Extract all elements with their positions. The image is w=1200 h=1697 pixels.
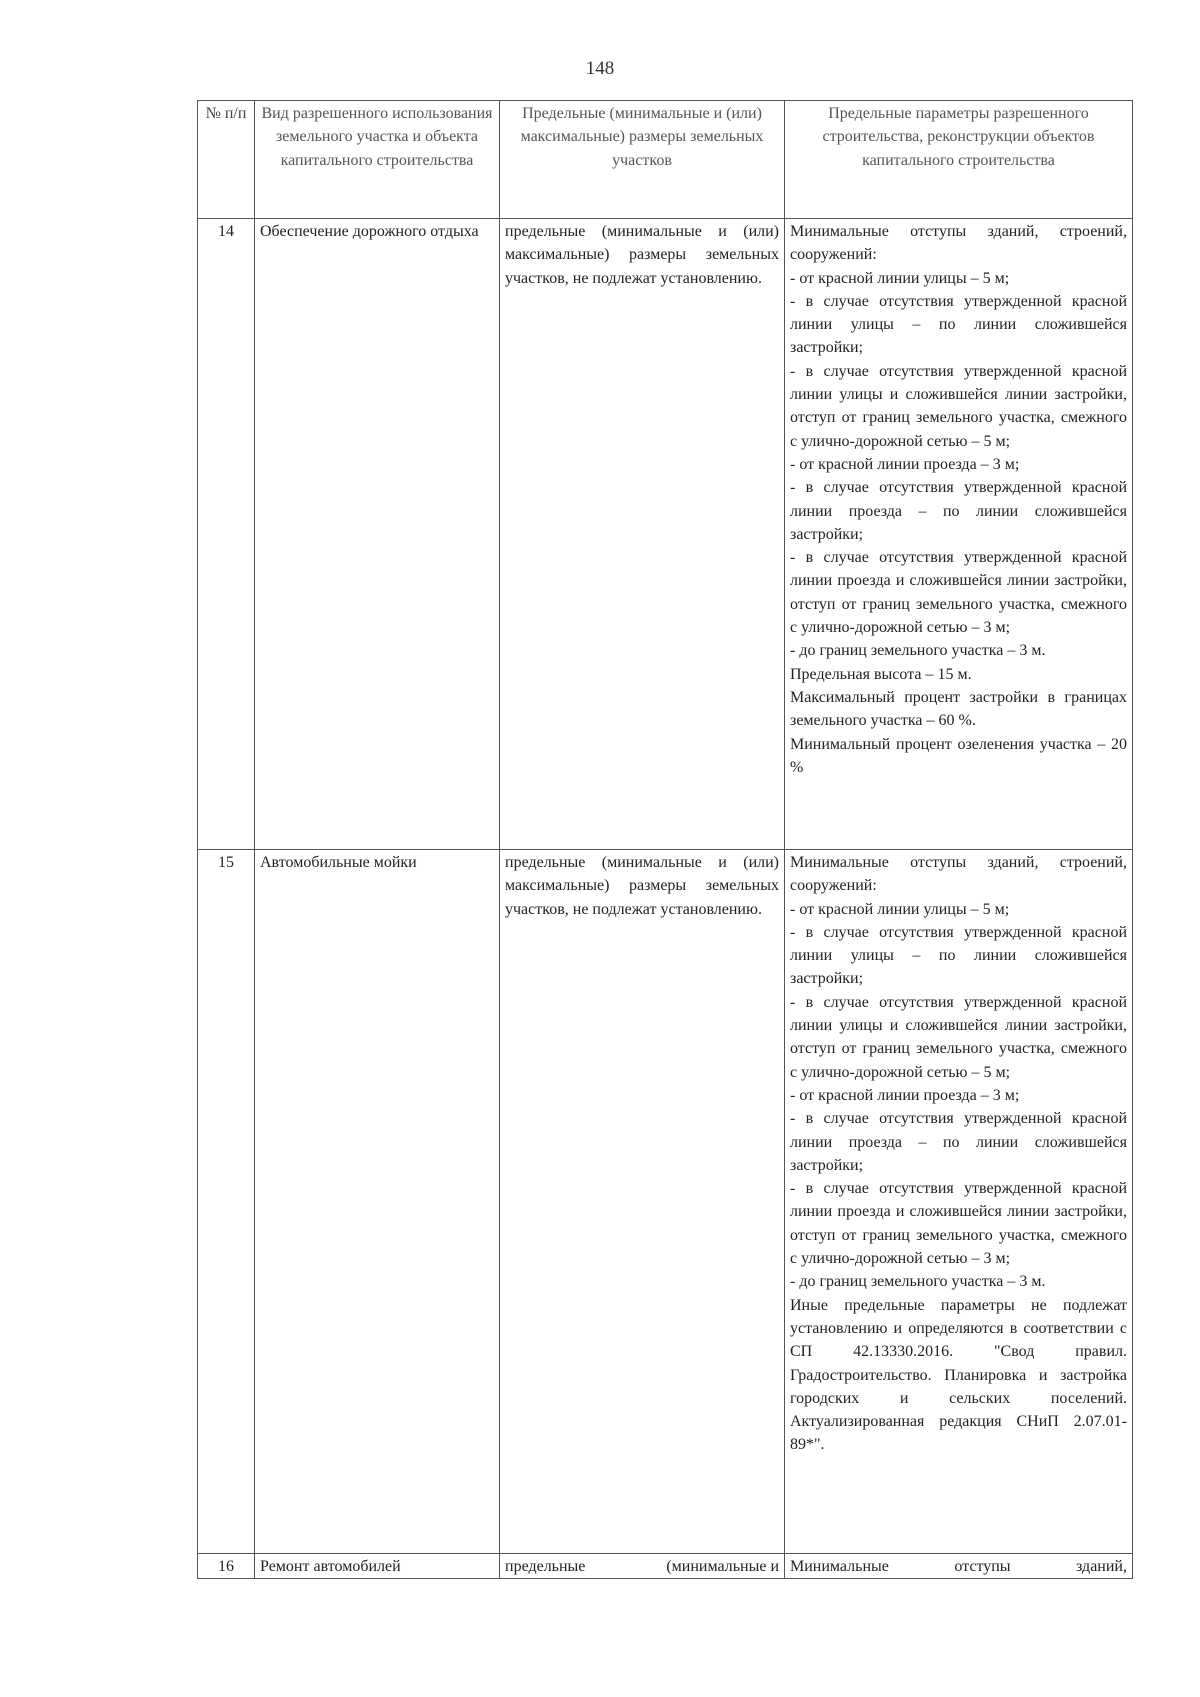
param-line: - от красной линии улицы – 5 м; [790,900,1010,918]
param-line: - в случае отсутствия утвержденной красной линии проезда – по линии сложившейся застройки; [790,479,1127,543]
row-number: 14 [198,219,255,850]
param-line: - в случае отсутствия утвержденной красной линии улицы и сложившейся линии застройки, отступ от границ земельного участка, смежного с улично-дорожной сетью – 5 м; [790,993,1127,1081]
table-row [198,219,1133,850]
table-header-row [198,101,1133,219]
param-line: Иные предельные параметры не подлежат установлению и определяются в соответствии с СП 42.13330.2016. "Свод правил. Градостроительство. Планировка и застройка городских и сельских поселений. Актуализированная редакция СНиП 2.07.01-89*". [790,1296,1127,1454]
header-building-params: Предельные параметры разрешенного строительства, реконструкции объектов капитального строительства [785,101,1133,219]
param-line: Минимальный процент озеленения участка – 20 % [790,735,1127,776]
header-use-type: Вид разрешенного использования земельного участка и объекта капитального строительства [255,101,500,219]
row-building-params [785,1554,1133,1579]
header-plot-size: Предельные (минимальные и (или) максимальные) размеры земельных участков [500,101,785,219]
plot-size-word: предельные [505,1558,586,1575]
param-word: зданий, [1076,1558,1127,1575]
param-line: - от красной линии проезда – 3 м; [790,1086,1020,1104]
param-line: - до границ земельного участка – 3 м. [790,1273,1046,1291]
param-line: - от красной линии улицы – 5 м; [790,269,1010,287]
param-line: - до границ земельного участка – 3 м. [790,642,1046,660]
regulations-table [197,100,1133,1579]
row-use-type: Автомобильные мойки [255,850,500,1554]
table-row [198,850,1133,1554]
param-line: Максимальный процент застройки в границах земельного участка – 60 %. [790,688,1127,730]
row-use-type: Обеспечение дорожного отдыха [255,219,500,850]
row-use-type: Ремонт автомобилей [255,1554,500,1579]
param-line: - в случае отсутствия утвержденной красной линии проезда и сложившейся линии застройки, отступ от границ земельного участка, смежного с улично-дорожной сетью – 3 м; [790,1180,1127,1268]
param-line: Минимальные отступы зданий, строений, сооружений: [790,223,1127,264]
plot-size-word: (минимальные и [666,1558,779,1575]
row-plot-size [500,1554,785,1579]
row-building-params [785,219,1133,850]
param-line: - от красной линии проезда – 3 м; [790,455,1020,473]
row-number: 16 [198,1554,255,1579]
param-line: - в случае отсутствия утвержденной красной линии улицы – по линии сложившейся застройки; [790,923,1127,988]
header-number: № п/п [198,101,255,219]
row-plot-size: предельные (минимальные и (или) максимальные) размеры земельных участков, не подлежат установлению. [500,850,785,1554]
param-line: - в случае отсутствия утвержденной красной линии улицы – по линии сложившейся застройки; [790,292,1127,357]
param-line: - в случае отсутствия утвержденной красной линии проезда – по линии сложившейся застройки; [790,1110,1127,1174]
param-line: - в случае отсутствия утвержденной красной линии проезда и сложившейся линии застройки, отступ от границ земельного участка, смежного с улично-дорожной сетью – 3 м; [790,549,1127,637]
param-line: - в случае отсутствия утвержденной красной линии улицы и сложившейся линии застройки, отступ от границ земельного участка, смежного с улично-дорожной сетью – 5 м; [790,362,1127,450]
row-plot-size: предельные (минимальные и (или) максимальные) размеры земельных участков, не подлежат установлению. [500,219,785,850]
param-line: Предельная высота – 15 м. [790,665,972,683]
param-line: Минимальные отступы зданий, строений, сооружений: [790,854,1127,895]
row-building-params [785,850,1133,1554]
param-word: отступы [954,1558,1011,1575]
row-number: 15 [198,850,255,1554]
page-number: 148 [585,58,615,79]
param-word: Минимальные [790,1558,889,1575]
table-row [198,1554,1133,1579]
